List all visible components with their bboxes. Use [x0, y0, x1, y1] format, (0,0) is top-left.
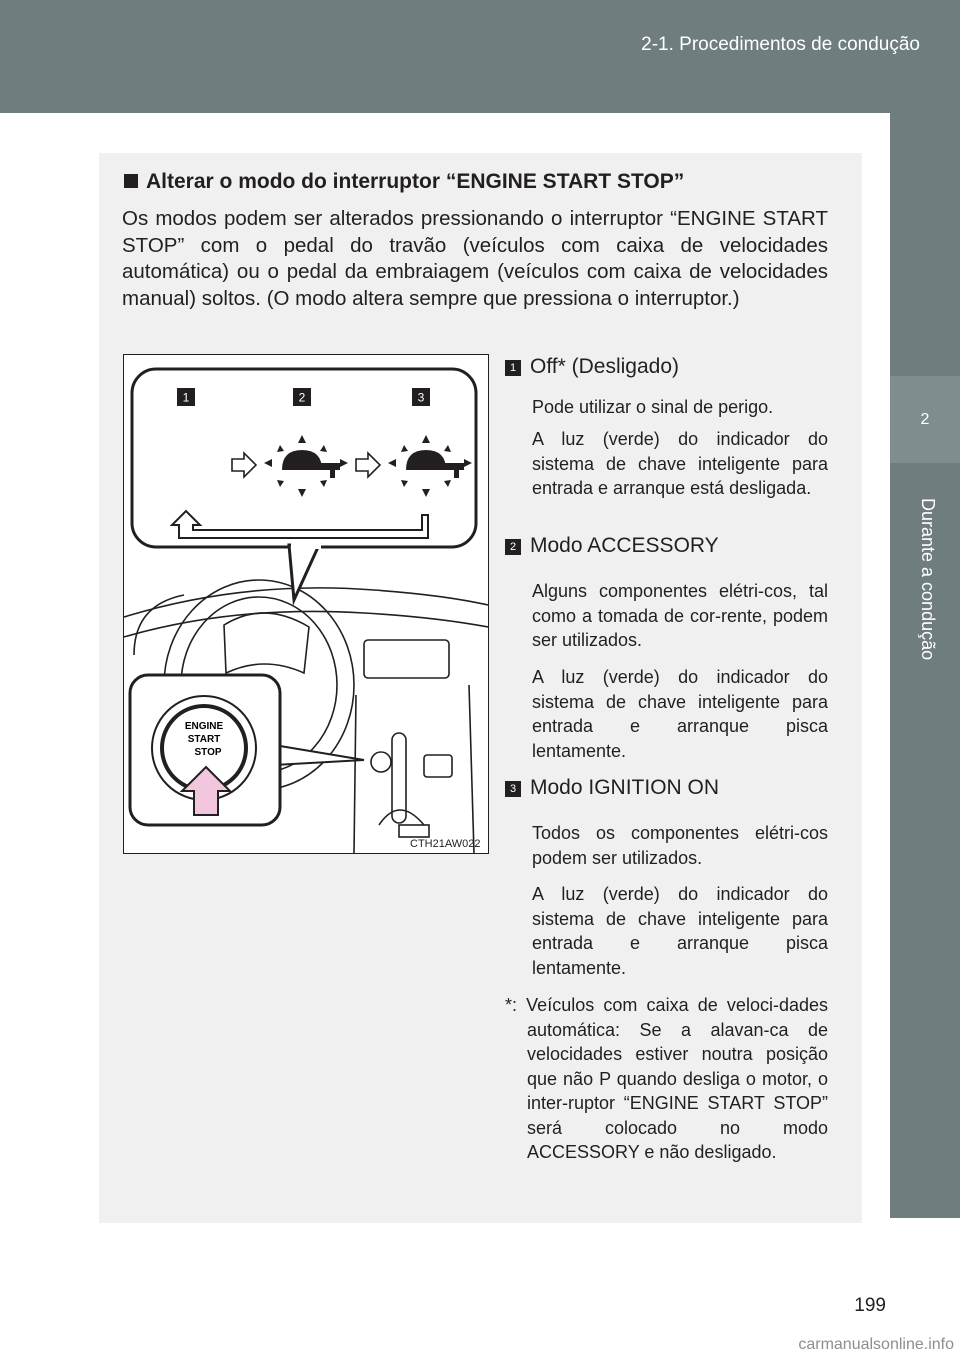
chapter-number: 2	[890, 376, 960, 463]
page-number: 199	[854, 1295, 886, 1316]
callout-3: 3	[417, 390, 425, 405]
item-ignition-para-2: A luz (verde) do indicador do sistema de chave inteligente para entrada e arranque pisca lentamente.	[532, 884, 828, 978]
callout-2: 2	[298, 390, 306, 405]
item-off	[505, 355, 679, 379]
illustration-drawing	[124, 355, 488, 853]
item-accessory-para-2: A luz (verde) do indicador do sistema de chave inteligente para entrada e arranque pisca lentamente.	[532, 667, 828, 761]
watermark: carmanualsonline.info	[798, 1336, 954, 1353]
item-marker: 1	[505, 360, 521, 376]
switch-label-start: START	[187, 734, 221, 745]
item-accessory	[505, 534, 719, 558]
switch-label-engine: ENGINE	[184, 721, 224, 732]
item-title: Modo ACCESSORY	[530, 534, 719, 557]
heading-text: Alterar o modo do interruptor “ENGINE START STOP”	[146, 170, 685, 193]
item-ignition-on	[505, 776, 719, 800]
item-marker: 3	[505, 781, 521, 797]
item-off-para-2: A luz (verde) do indicador do sistema de chave inteligente para entrada e arranque está desligada.	[532, 429, 828, 498]
engine-switch-illustration	[123, 354, 489, 854]
switch-label-stop: STOP	[194, 747, 222, 758]
chapter-title: Durante a condução	[918, 498, 938, 661]
chapter-side-tab	[890, 113, 960, 1218]
item-accessory-para-1: Alguns componentes elétri-cos, tal como a tomada de cor-rente, podem ser utilizados.	[532, 581, 828, 650]
section-title: 2-1. Procedimentos de condução	[641, 34, 920, 55]
section-heading	[124, 170, 684, 194]
heading-square-icon	[124, 174, 138, 188]
figure-code: CTH21AW022	[410, 838, 481, 850]
page-header	[0, 0, 960, 113]
item-title: Off* (Desligado)	[530, 355, 680, 378]
item-title: Modo IGNITION ON	[530, 776, 720, 799]
item-off-para-1: Pode utilizar o sinal de perigo.	[532, 397, 774, 417]
callout-1: 1	[182, 390, 190, 405]
intro-paragraph: Os modos podem ser alterados pressionando o interruptor “ENGINE START STOP” com o pedal do travão (veículos com caixa de velocidades automática) ou o pedal da embraiagem (veículos com caixa de velocidades manual) soltos. (O modo altera sempre que pressiona o interruptor.)	[122, 207, 828, 310]
item-ignition-para-1: Todos os componentes elétri-cos podem ser utilizados.	[532, 823, 828, 868]
item-marker: 2	[505, 539, 521, 555]
footnote: *: Veículos com caixa de veloci-dades automática: Se a alavan-ca de velocidades estiver noutra posição que não P quando desliga o motor, o inter-ruptor “ENGINE START STOP” será colocado no modo ACCESSORY e não desligado.	[505, 995, 828, 1162]
